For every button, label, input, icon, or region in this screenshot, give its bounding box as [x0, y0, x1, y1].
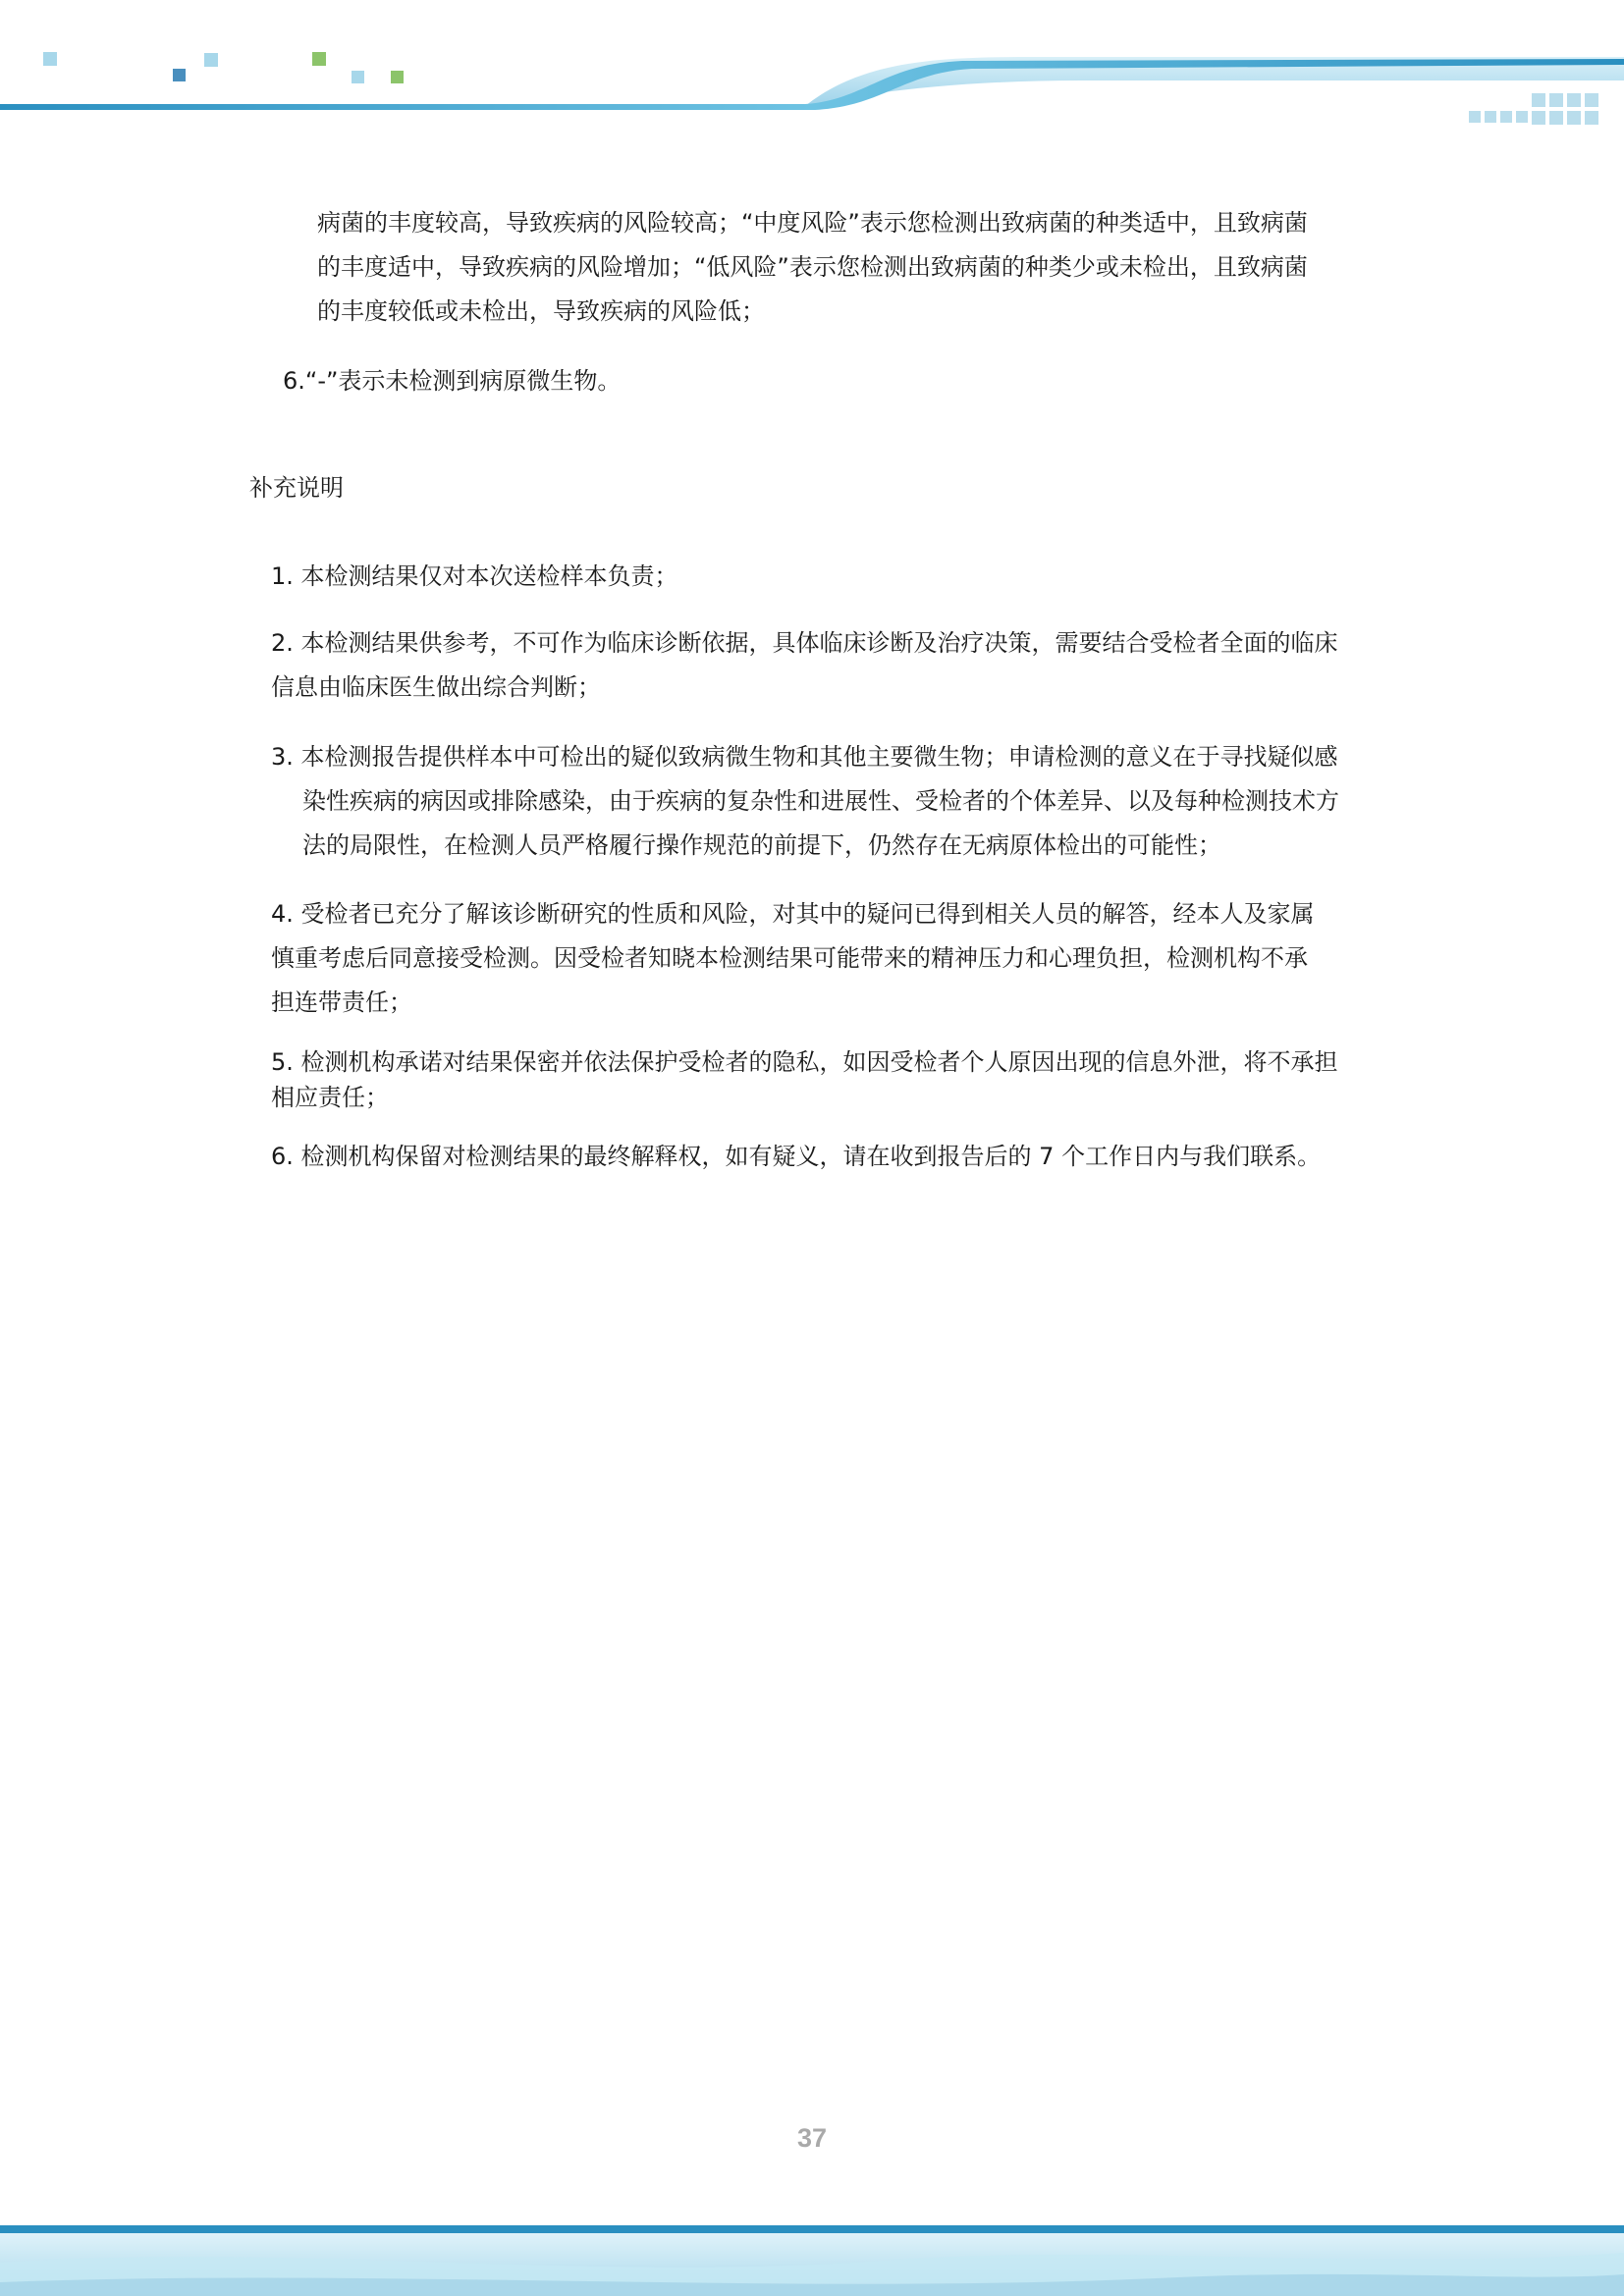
item-line: 本检测结果仅对本次送检样本负责； [300, 562, 678, 590]
supplement-item-4 [271, 892, 1400, 1025]
header-square [204, 53, 218, 67]
grid-cell [1585, 111, 1598, 125]
grid-cell [1567, 111, 1581, 125]
item-number: 6. [271, 1143, 294, 1170]
grid-cell [1500, 111, 1512, 123]
item-line: 信息由临床医生做出综合判断； [271, 673, 601, 701]
header-square [312, 52, 326, 66]
item-line: 本检测结果供参考，不可作为临床诊断依据，具体临床诊断及治疗决策，需要结合受检者全面的临床 [300, 629, 1338, 657]
item-number: 3. [271, 743, 294, 771]
grid-cell [1516, 111, 1528, 123]
item-number: 5. [271, 1048, 294, 1076]
item-line: 担连带责任； [271, 988, 412, 1016]
page-number: 37 [796, 2123, 828, 2153]
grid-cell [1567, 93, 1581, 107]
item-line: 相应责任； [271, 1084, 389, 1111]
item-number: 4. [271, 900, 294, 928]
item-line: 检测机构承诺对结果保密并依法保护受检者的隐私，如因受检者个人原因出现的信息外泄，将不承担 [300, 1048, 1338, 1076]
supplement-item-3 [271, 735, 1400, 868]
item-number: 6. [283, 367, 305, 395]
supplement-heading: 补充说明 [249, 474, 344, 502]
item-text: “-”表示未检测到病原微生物。 [304, 367, 622, 395]
item-line: 法的局限性，在检测人员严格履行操作规范的前提下，仍然存在无病原体检出的可能性； [302, 831, 1221, 859]
header-square [391, 71, 404, 83]
header-decoration [0, 0, 1624, 137]
intro-line: 的丰度较低或未检出，导致疾病的风险低； [317, 297, 765, 325]
item-line: 检测机构保留对检测结果的最终解释权，如有疑义，请在收到报告后的 7 个工作日内与我们联系。 [300, 1143, 1322, 1170]
item-line: 染性疾病的病因或排除感染，由于疾病的复杂性和进展性、受检者的个体差异、以及每种检测技术方 [302, 787, 1339, 815]
grid-cell [1469, 111, 1481, 123]
item-line: 受检者已充分了解该诊断研究的性质和风险，对其中的疑问已得到相关人员的解答，经本人及家属 [300, 900, 1315, 928]
supplement-item-5 [271, 1044, 1400, 1115]
grid-cell [1532, 93, 1545, 107]
item-line: 慎重考虑后同意接受检测。因受检者知晓本检测结果可能带来的精神压力和心理负担，检测机构不承 [271, 944, 1308, 972]
grid-cell [1532, 111, 1545, 125]
supplement-item-1 [271, 555, 1400, 599]
grid-cell [1485, 111, 1496, 123]
item-line: 本检测报告提供样本中可检出的疑似致病微生物和其他主要微生物；申请检测的意义在于寻找疑似感 [300, 743, 1338, 771]
intro-item-6 [283, 359, 1392, 403]
header-square [173, 69, 186, 81]
header-grid-pattern [1469, 93, 1598, 125]
supplement-item-2 [271, 621, 1400, 710]
intro-continuation [317, 201, 1397, 334]
header-square [43, 52, 57, 66]
grid-cell [1549, 111, 1563, 125]
header-square [352, 71, 364, 83]
grid-cell [1585, 93, 1598, 107]
footer-decoration [0, 2223, 1624, 2296]
intro-line: 的丰度适中，导致疾病的风险增加；“低风险”表示您检测出致病菌的种类少或未检出，且致病菌 [317, 253, 1308, 281]
supplement-item-6 [271, 1135, 1400, 1179]
footer-top-line [0, 2225, 1624, 2233]
intro-line: 病菌的丰度较高，导致疾病的风险较高；“中度风险”表示您检测出致病菌的种类适中，且致病菌 [317, 209, 1308, 237]
item-number: 1. [271, 562, 294, 590]
grid-cell [1549, 93, 1563, 107]
item-number: 2. [271, 629, 294, 657]
